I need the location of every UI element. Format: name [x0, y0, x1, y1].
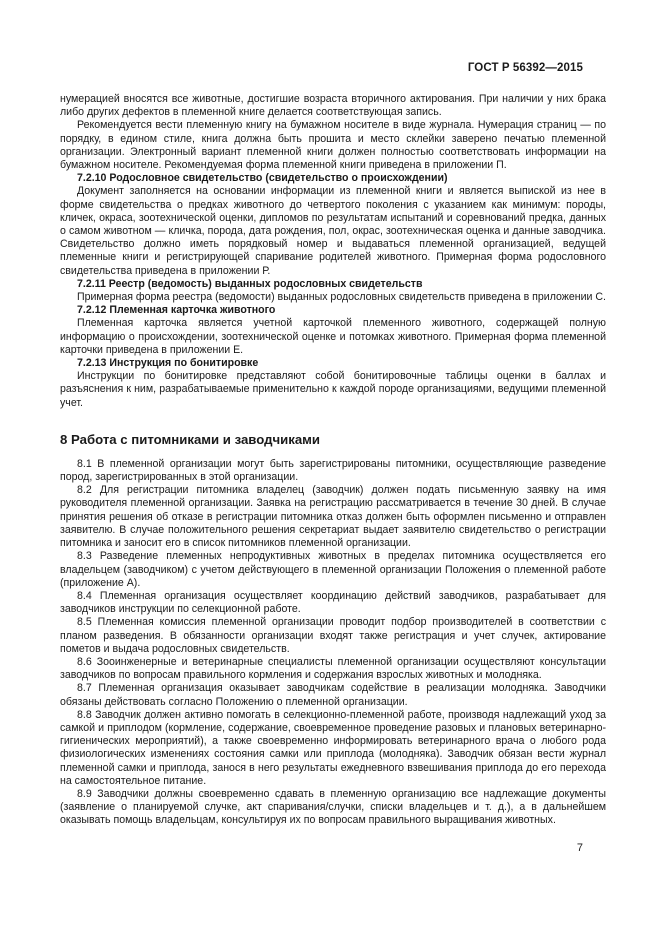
- subsection-title: 7.2.10 Родословное свидетельство (свидетельство о происхождении): [77, 172, 448, 185]
- paragraph: 8.2 Для регистрации питомника владелец (заводчик) должен подать письменную заявку на имя руководителя племенной организации. Заявка на регистрацию рассматривается в течение 30 дней. В случае принятия решения об отказе в регистрации питомника отказ должен быть оформлен письменно и отправлен заявителю. В случае положительного решения секретариат выдает заявителю свидетельство о регистрации питомника и заносит его в список питомников племенной организации.: [60, 484, 606, 550]
- paragraph: 8.9 Заводчики должны своевременно сдавать в племенную организацию все надлежащие документы (заявление о планируемой случке, акт спаривания/случки, списки владельцев и т. д.), а в дальнейшем оказывать помощь владельцам, консультируя их по вопросам правильного выращивания животных.: [60, 787, 606, 827]
- paragraph: Рекомендуется вести племенную книгу на бумажном носителе в виде журнала. Нумерация страниц — по порядку, в едином стиле, книга должна быть прошита и место склейки заверено печатью племенной организации. Электронный вариант племенной книги должен полностью соответствовать информации на бумажном носителе. Рекомендуемая форма племенной книги приведена в приложении П.: [60, 119, 606, 172]
- document-body: [60, 93, 606, 828]
- paragraph: Племенная карточка является учетной карточкой племенного животного, содержащей полную информацию о происхождении, зоотехнической оценке и потомках животного. Примерная форма племенной карточки приведена в приложении Е.: [60, 317, 606, 356]
- subsection-title: 7.2.11 Реестр (ведомость) выданных родословных свидетельств: [77, 277, 423, 290]
- paragraph: нумерацией вносятся все животные, достигшие возраста вторичного актирования. При наличии у них брака либо других дефектов в племенной книге делается соответствующая запись.: [60, 93, 606, 119]
- paragraph: 8.5 Племенная комиссия племенной организации проводит подбор производителей в соответствии с планом разведения. В обязанности организации входят также регистрация и учет случек, актирование пометов и выдача родословных свидетельств.: [60, 616, 606, 655]
- paragraph: 8.6 Зооинженерные и ветеринарные специалисты племенной организации осуществляют консультации заводчиков по вопросам правильного кормления и содержания взрослых животных и молодняка.: [60, 655, 606, 682]
- section-title: 8 Работа с питомниками и заводчиками: [60, 431, 321, 447]
- paragraph: 8.7 Племенная организация оказывает заводчикам содействие в реализации молодняка. Заводчики обязаны действовать согласно Положению о племенной организации.: [60, 682, 606, 708]
- paragraph: Примерная форма реестра (ведомости) выданных родословных свидетельств приведена в приложении С.: [77, 291, 606, 304]
- paragraph: 8.3 Разведение племенных непродуктивных животных в пределах питомника осуществляется его владельцем (заводчиком) с учетом действующего в племенной организации Положения о племенной работе (приложение А).: [60, 550, 606, 589]
- paragraph: 8.1 В племенной организации могут быть зарегистрированы питомники, осуществляющие разведение пород, зарегистрированных в этой организации.: [60, 457, 606, 484]
- paragraph: 8.4 Племенная организация осуществляет координацию действий заводчиков, разрабатывает для заводчиков инструкции по селекционной работе.: [60, 589, 606, 616]
- page-number: 7: [576, 842, 583, 854]
- subsection-title: 7.2.13 Инструкция по бонитировке: [77, 357, 259, 370]
- subsection-title: 7.2.12 Племенная карточка животного: [77, 304, 276, 317]
- document-header-id: ГОСТ Р 56392—2015: [467, 62, 583, 74]
- paragraph: Инструкции по бонитировке представляют собой бонитировочные таблицы оценки в баллах и разъяснения к ним, разрабатываемые применительно к каждой породе организациями, ведущими племенной учет.: [60, 370, 606, 409]
- paragraph: 8.8 Заводчик должен активно помогать в селекционно-племенной работе, производя надлежащий уход за самкой и приплодом (кормление, содержание, своевременное проведение разовых и плановых ветеринарно-гигиенических мероприятий), а также своевременно информировать ветеринарного врача о любого рода физиологических изменениях состояния самки или приплода (молодняка). Заводчик обязан вести журнал племенной самки и приплода, занося в него результаты ежедневного взвешивания приплода до его перехода на самостоятельное питание.: [60, 708, 606, 787]
- paragraph: Документ заполняется на основании информации из племенной книги и является выпиской из нее в форме свидетельства о предках животного до четвертого поколения с указанием как минимум: породы, кличек, окраса, зоотехнической оценки, дипломов по результатам испытаний и соревнований предка, данных о самом животном — кличка, порода, дата рождения, пол, окрас, зоотехническая оценка и данные заводчика. Свидетельство должно иметь порядковый номер и выдаваться племенной организацией, ведущей племенные книги и регистрирующей спаривание родителей животного. Примерная форма родословного свидетельства приведена в приложении Р.: [60, 185, 606, 277]
